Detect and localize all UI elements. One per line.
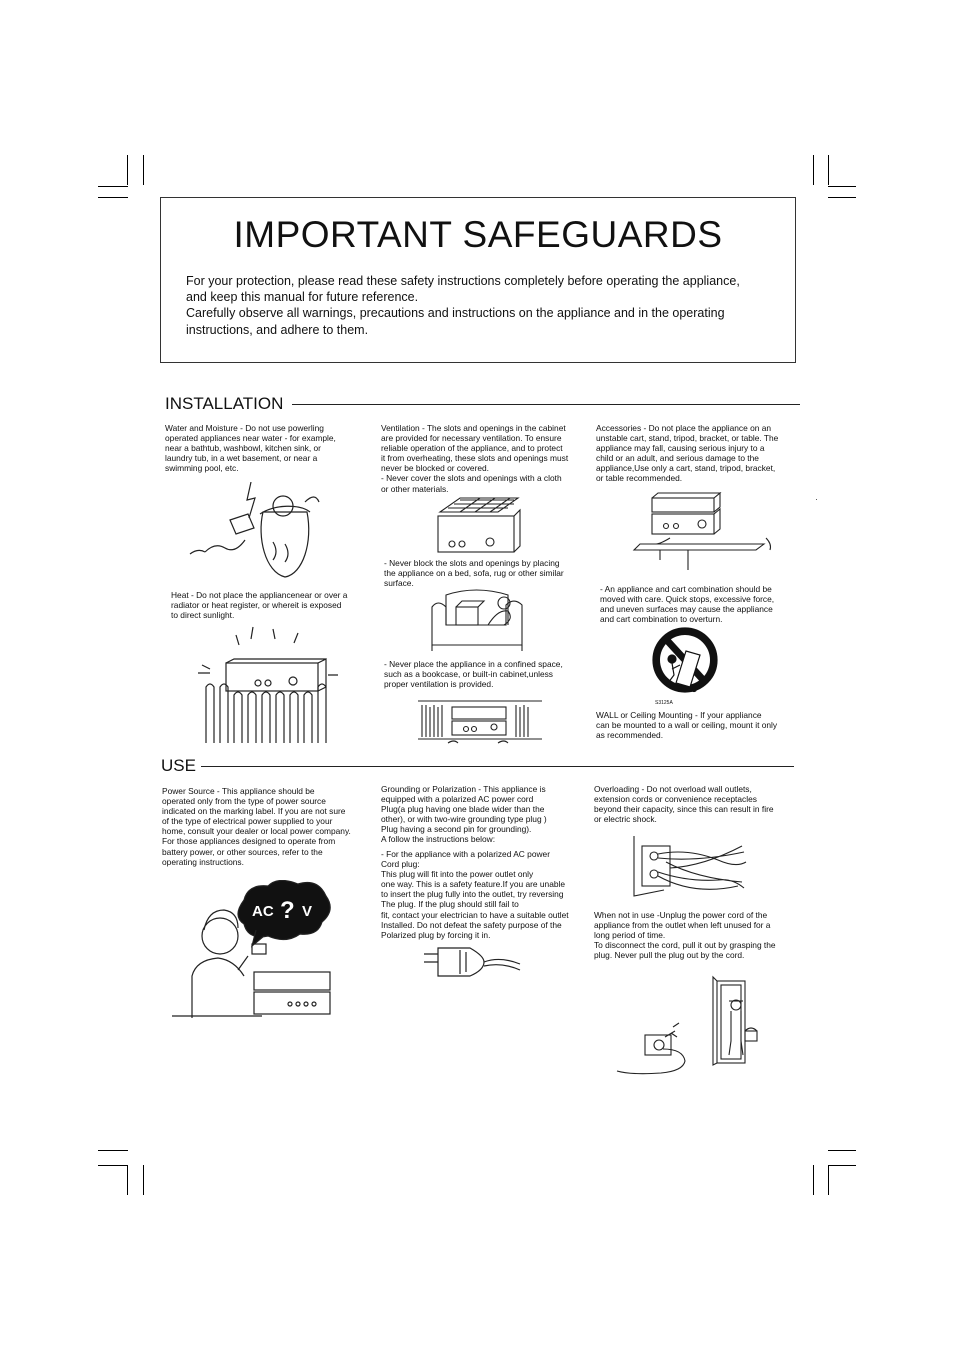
page-title: IMPORTANT SAFEGUARDS <box>233 214 723 255</box>
polarized-plug-text: - For the appliance with a polarized AC power Cord plug: This plug will fit into the power outlet only one way. This is a safety feature.If you are unable to insert the plug fully into the outlet, try reversing The plug. If the plug should still fail to fit, contact your electrician to have a suitable outlet Installed. Do not defeat the safety purpose of the Polarized plug by forcing it in. <box>381 849 569 940</box>
polarized-plug-illustration <box>420 940 522 980</box>
sofa-illustration <box>428 585 528 653</box>
intro-line: Carefully observe all warnings, precautions and instructions on the appliance and in the operating <box>186 306 725 321</box>
bathtub-illustration <box>185 482 325 582</box>
covered-appliance-illustration <box>430 492 522 556</box>
safeguards-box <box>160 197 796 363</box>
use-heading: USE <box>161 756 196 775</box>
intro-line: For your protection, please read these safety instructions completely before operating the appliance, <box>186 274 740 288</box>
cart-combination-text: - An appliance and cart combination should be moved with care. Quick stops, excessive force, and uneven surfaces may cause the appliance and cart combination to overturn. <box>600 584 775 625</box>
bubble-question-label: ? <box>280 897 295 924</box>
radiator-illustration <box>198 625 338 745</box>
power-source-text: Power Source - This appliance should be operated only from the type of power source indicated on the marking label. If you are not sure of the type of electrical power supplied to your home, consult your dealer or local power company. For those appliances designed to operate from battery power, or other sources, refer to the operating instructions. <box>162 786 351 867</box>
installation-heading: INSTALLATION <box>165 394 284 413</box>
accessories-text: Accessories - Do not place the appliance on an unstable cart, stand, tripod, bracket, or table. The appliance may fall, causing serious injury to a child or an adult, and serious damage to the appliance,Use only a cart, stand, tripod, bracket, or table recommended. <box>596 423 779 484</box>
ventilation-text: Ventilation - The slots and openings in the cabinet are provided for necessary ventilation. To ensure reliable operation of the appliance, and to protect it from overheating, these slots and openings must never be blocked or covered. - Never cover the slots and openings with a cloth or other materials. <box>381 423 569 494</box>
intro-line: instructions, and adhere to them. <box>186 322 369 337</box>
bed-sofa-text: - Never block the slots and openings by placing the appliance on a bed, sofa, rug or other similar surface. <box>384 558 564 589</box>
cart-warning-icon <box>650 625 720 699</box>
stray-dot: · <box>815 494 818 504</box>
stand-illustration <box>630 490 775 572</box>
overloading-text: Overloading - Do not overload wall outlets, extension cords or convenience receptacles beyond their capacity, since this can result in fire or electric shock. <box>594 784 774 825</box>
intro-line: and keep this manual for future reference. <box>186 290 419 305</box>
power-source-illustration <box>172 880 342 1020</box>
unplug-illustration <box>615 975 775 1077</box>
use-rule <box>201 766 794 767</box>
bookcase-illustration <box>418 697 542 749</box>
heat-text: Heat - Do not place the appliancenear or over a radiator or heat register, or whereit is exposed to direct sunlight. <box>171 590 348 621</box>
water-moisture-text: Water and Moisture - Do not use powerling operated appliances near water - for example, near a bathtub, washbowl, kitchen sink, or laundry tub, in a wet basement, or near a swimming pool, etc. <box>165 423 336 474</box>
installation-rule <box>292 404 800 405</box>
intro-text <box>186 273 786 338</box>
confined-space-text: - Never place the appliance in a confined space, such as a bookcase, or built-in cabinet,unless proper ventilation is provided. <box>384 659 563 690</box>
unplug-text: When not in use -Unplug the power cord of the appliance from the outlet when left unused for a long period of time. To disconnect the cord, pull it out by grasping the plug. Never pull the plug out by the cord. <box>594 910 776 961</box>
overloaded-outlet-illustration <box>630 832 748 902</box>
grounding-text: Grounding or Polarization - This appliance is equipped with a polarized AC power cord Plug(a plug having one blade wider than the other), or with two-wire grounding type plug ) Plug having a second pin for grounding). A follow the instructions below: <box>381 784 547 845</box>
bubble-ac-label: AC <box>252 903 274 920</box>
wall-mounting-text: WALL or Ceiling Mounting - If your appliance can be mounted to a wall or ceiling, mount it only as recommended. <box>596 710 778 741</box>
cart-code-label: S3125A <box>655 700 673 706</box>
bubble-v-label: V <box>302 903 313 920</box>
